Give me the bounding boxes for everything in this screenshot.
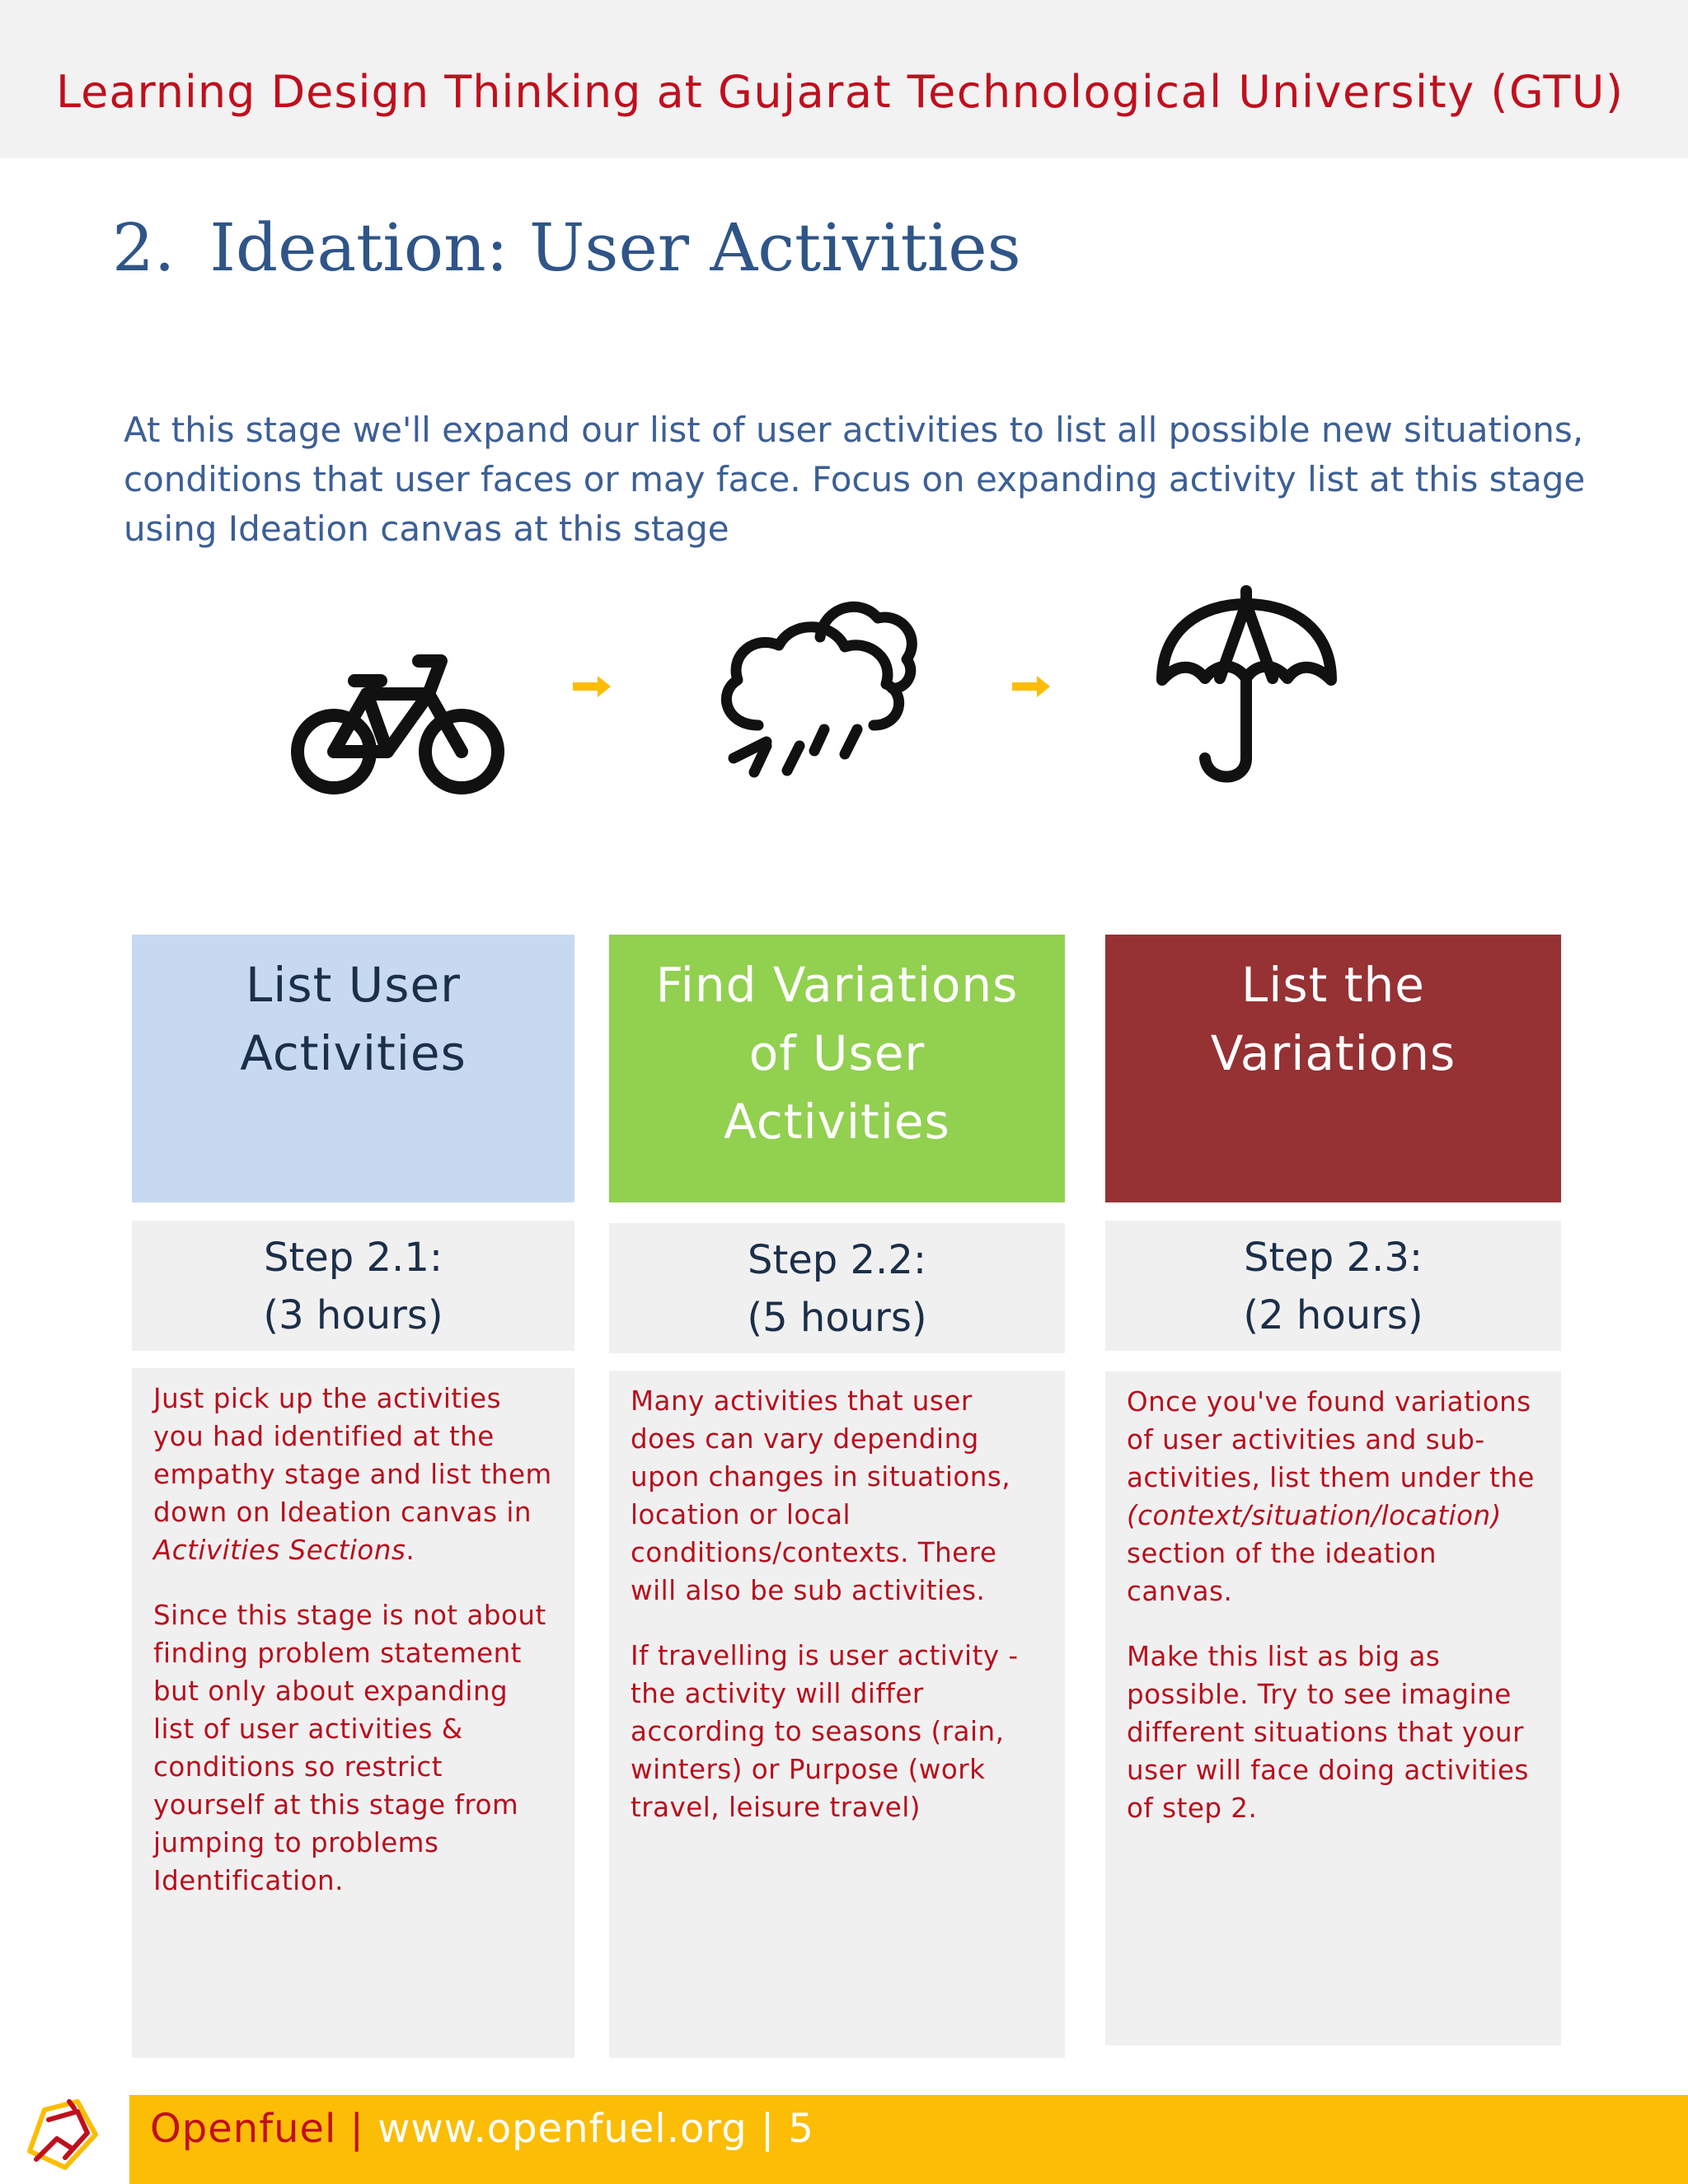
- description-emphasis: Activities Sections: [153, 1535, 406, 1566]
- step-number: Step 2.1:: [263, 1235, 443, 1281]
- footer-text: [150, 2106, 814, 2152]
- section-number: 2.: [112, 209, 176, 286]
- step-number: Step 2.2:: [747, 1237, 927, 1283]
- footer-page-separator: |: [760, 2106, 776, 2152]
- openfuel-logo-icon: [20, 2093, 102, 2176]
- header-title: [56, 66, 1624, 118]
- page-number: 5: [788, 2106, 814, 2152]
- column-title-line: Activities: [240, 1025, 467, 1081]
- step-label-2-3: [1105, 1221, 1561, 1351]
- step-number: Step 2.3:: [1243, 1235, 1423, 1281]
- description-paragraph: [153, 1380, 553, 1569]
- bicycle-icon: [288, 643, 511, 799]
- step-duration: (3 hours): [263, 1292, 443, 1338]
- step-label-2-1: [132, 1221, 574, 1351]
- step-label-2-2: [609, 1223, 1065, 1353]
- column-header-list-user-activities: [132, 935, 574, 1202]
- description-paragraph: If travelling is user activity - the activity will differ according to seasons (rain, winters) or Purpose (work travel, leisure travel): [631, 1640, 1019, 1823]
- header-title-university: Gujarat Technological University (GTU): [718, 66, 1625, 118]
- description-text: Just pick up the activities you had identified at the empathy stage and list them down on Ideation canvas in: [153, 1383, 552, 1528]
- description-paragraph: Since this stage is not about finding problem statement but only about expanding list of user activities & conditions so restrict yourself at this stage from jumping to problems Identification.: [153, 1600, 546, 1896]
- arrow-right-icon: [573, 674, 612, 699]
- step-description-2-3: [1105, 1371, 1561, 2046]
- intro-paragraph: At this stage we'll expand our list of user activities to list all possible new situations, conditions that user faces or may face. Focus on expanding activity list at this stage using Ideation canvas at this stage: [124, 410, 1586, 549]
- column-header-find-variations: [609, 935, 1065, 1202]
- step-description-2-1: [132, 1368, 574, 2058]
- description-text: Once you've found variations of user activities and sub-activities, list them under the: [1127, 1386, 1535, 1493]
- page-title: [112, 209, 1021, 286]
- description-text-end: .: [406, 1535, 415, 1566]
- step-duration: (5 hours): [747, 1295, 927, 1341]
- section-title-text: Ideation: User Activities: [209, 209, 1021, 286]
- header-title-prefix: Learning Design Thinking at: [56, 66, 719, 118]
- column-header-list-variations: [1105, 935, 1561, 1202]
- description-emphasis: (context/situation/location): [1127, 1500, 1502, 1531]
- arrow-right-icon: [1012, 674, 1052, 699]
- description-text-end: section of the ideation canvas.: [1127, 1538, 1437, 1607]
- column-title-line: Find Variations: [655, 957, 1019, 1013]
- column-title-line: List the: [1240, 957, 1425, 1013]
- column-title-line: List User: [245, 957, 462, 1013]
- step-duration: (2 hours): [1243, 1292, 1423, 1338]
- column-title-line: Variations: [1210, 1025, 1456, 1081]
- column-title-line: of User: [748, 1025, 926, 1081]
- description-paragraph: [1127, 1383, 1540, 1610]
- description-paragraph: Many activities that user does can vary depending upon changes in situations, location or local conditions/contexts. There will also be sub activities.: [631, 1385, 1011, 1606]
- footer-brand: Openfuel: [150, 2106, 337, 2152]
- umbrella-icon: [1154, 581, 1339, 787]
- description-paragraph: Make this list as big as possible. Try to see imagine different situations that your user will face doing activities of step 2.: [1127, 1641, 1529, 1824]
- footer-separator: |: [349, 2106, 364, 2152]
- column-title-line: Activities: [724, 1094, 950, 1150]
- rain-cloud-icon: [709, 589, 927, 783]
- step-description-2-2: [609, 1371, 1065, 2058]
- footer-url[interactable]: www.openfuel.org: [377, 2106, 748, 2152]
